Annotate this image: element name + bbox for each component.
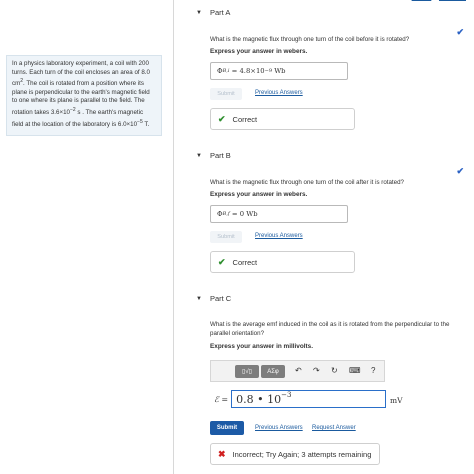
x-icon: ✖ xyxy=(218,448,226,459)
top-bar xyxy=(0,0,474,6)
part-a-feedback xyxy=(210,108,355,130)
answer-unit: Wb xyxy=(246,210,258,218)
exponent: −2 xyxy=(69,107,76,114)
problem-text: T. xyxy=(142,120,150,128)
flux-symbol: Φ xyxy=(217,67,223,75)
math-toolbar xyxy=(210,360,385,382)
collapse-triangle-icon: ▼ xyxy=(196,295,202,302)
part-c-previous-answers-link[interactable]: Previous Answers xyxy=(255,425,303,431)
keyboard-icon[interactable]: ⌨ xyxy=(349,366,361,375)
part-b-question: What is the magnetic flux through one turn of the coil after it is rotated? xyxy=(210,179,404,186)
feedback-text: Correct xyxy=(232,257,258,267)
answer-unit: Wb xyxy=(274,67,286,75)
checkmark-icon: ✔ xyxy=(218,113,226,124)
check-icon: ✔ xyxy=(456,166,464,176)
collapse-triangle-icon: ▼ xyxy=(196,152,202,159)
part-a-header[interactable] xyxy=(196,8,230,17)
part-b-answer-field[interactable] xyxy=(210,205,348,223)
review-link[interactable] xyxy=(412,0,432,1)
symbols-button[interactable]: ΑΣφ xyxy=(261,365,285,378)
part-a-question: What is the magnetic flux through one turn of the coil before it is rotated? xyxy=(210,36,410,43)
undo-icon[interactable]: ↶ xyxy=(295,366,302,375)
part-c-instruction: Express your answer in millivolts. xyxy=(210,343,313,350)
part-c-submit-button[interactable]: Submit xyxy=(210,421,244,435)
check-icon: ✔ xyxy=(456,27,464,37)
problem-text: . The coil is rotated from a position where its plane is perpendicular to the earth's magnetic field to one where its plane is parallel to the field. The rotation takes 3.6×10 xyxy=(12,80,150,117)
part-a-previous-answers-link[interactable]: Previous Answers xyxy=(255,90,303,96)
checkmark-icon: ✔ xyxy=(218,256,226,267)
part-c-feedback xyxy=(210,443,380,465)
exponent: −5 xyxy=(137,118,143,125)
input-exponent: −3 xyxy=(281,391,292,399)
top-links xyxy=(406,0,466,1)
flux-symbol: Φ xyxy=(217,210,223,218)
emf-label: ℰ = xyxy=(214,394,229,404)
part-b-previous-answers-link[interactable]: Previous Answers xyxy=(255,233,303,239)
help-icon[interactable]: ? xyxy=(371,366,376,375)
part-b-header[interactable] xyxy=(196,151,231,160)
part-a-answer-field[interactable] xyxy=(210,62,348,80)
problem-text: s . The earth's magnetic field at the location of the laboratory is 6.0×10 xyxy=(12,109,144,128)
answer-exponent: −9 xyxy=(264,68,273,74)
feedback-text: Correct xyxy=(232,114,258,124)
part-c-title: Part C xyxy=(209,294,232,303)
part-b-feedback xyxy=(210,251,355,273)
answer-value: = 0 xyxy=(231,210,245,218)
problem-statement xyxy=(6,55,162,136)
templates-button[interactable]: ▯√▯ xyxy=(235,365,259,378)
emf-answer-row xyxy=(214,390,386,408)
unit-cm: $cm^2$ xyxy=(12,78,24,88)
flux-subscript: B,i xyxy=(222,68,230,74)
feedback-text: Incorrect; Try Again; 3 attempts remaining xyxy=(232,449,372,459)
part-b-instruction: Express your answer in webers. xyxy=(210,191,308,198)
constants-link[interactable] xyxy=(439,0,466,1)
emf-input[interactable] xyxy=(231,390,386,408)
request-answer-link[interactable]: Request Answer xyxy=(312,425,356,431)
part-a-submit-button[interactable]: Submit xyxy=(210,88,242,100)
part-b-submit-button[interactable]: Submit xyxy=(210,231,242,243)
input-base: 0.8 • 10 xyxy=(236,392,282,406)
emf-unit: mV xyxy=(390,396,403,405)
part-c-question: What is the average emf induced in the coil as it is rotated from the perpendicular to the parallel orientation? xyxy=(210,321,450,337)
part-a-title: Part A xyxy=(209,8,231,17)
answer-value: = 4.8×10 xyxy=(231,67,265,75)
part-a-instruction: Express your answer in webers. xyxy=(210,48,308,55)
collapse-triangle-icon: ▼ xyxy=(196,9,202,16)
problem-text: In a physics laboratory experiment, a coil with 200 turns. Each turn of the coil encloses an area of 8.0 xyxy=(12,60,150,76)
redo-icon[interactable]: ↷ xyxy=(313,366,320,375)
reset-icon[interactable]: ↻ xyxy=(331,366,338,375)
column-divider xyxy=(173,0,174,474)
part-c-header[interactable] xyxy=(196,294,231,303)
flux-subscript: B,f xyxy=(222,211,230,217)
part-b-title: Part B xyxy=(209,151,231,160)
